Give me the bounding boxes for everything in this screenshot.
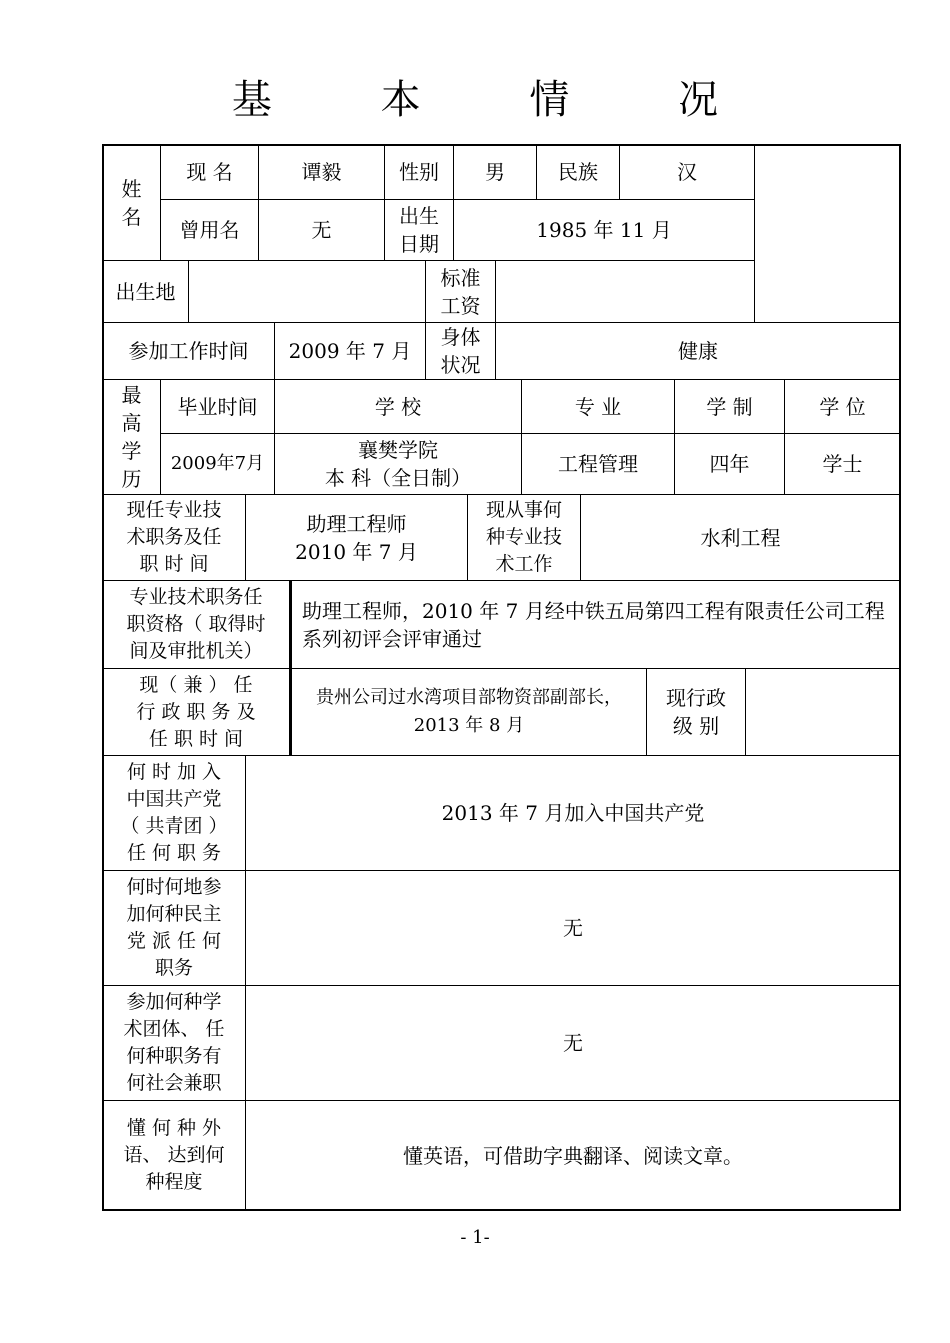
gender-label: 性别 [384, 144, 454, 200]
admin-post-label: 现（ 兼 ） 任 行 政 职 务 及 任 职 时 间 [102, 668, 292, 756]
birthplace-label: 出生地 [102, 260, 189, 323]
edu-major-value[interactable]: 工程管理 [521, 433, 675, 495]
admin-post-value[interactable]: 贵州公司过水湾项目部物资部副部长， 2013 年 8 月 [291, 668, 647, 756]
tech-title-value[interactable]: 助理工程师 2010 年 7 月 [245, 494, 468, 581]
salary-label: 标准 工资 [425, 260, 496, 323]
page-title: 基 本 情 况 [231, 77, 767, 123]
democratic-party-label: 何时何地参 加何种民主 党 派 任 何 职务 [102, 870, 246, 986]
health-label: 身体 状况 [425, 322, 496, 380]
education-label: 最 高 学 历 [102, 379, 161, 495]
tech-field-value[interactable]: 水利工程 [580, 494, 901, 581]
edu-header-major: 专 业 [521, 379, 675, 434]
edu-header-degree: 学 位 [784, 379, 901, 434]
qualification-text: 助理工程师，2010 年 7 月经中铁五局第四工程有限责任公司工程系列初评会评审通过 [302, 598, 885, 651]
ethnicity-label: 民族 [536, 144, 620, 200]
former-name-label: 曾用名 [160, 199, 259, 261]
current-name-value[interactable]: 谭毅 [258, 144, 385, 200]
work-start-label: 参加工作时间 [102, 322, 275, 380]
edu-header-school: 学 校 [274, 379, 522, 434]
academic-label: 参加何种学 术团体、 任 何种职务有 何社会兼职 [102, 985, 246, 1101]
tech-title-label: 现任专业技 术职务及任 职 时 间 [102, 494, 246, 581]
birthplace-value[interactable] [188, 260, 426, 323]
democratic-party-value[interactable]: 无 [245, 870, 901, 986]
admin-level-value[interactable] [745, 668, 901, 756]
language-label: 懂 何 种 外 语、 达到何 种程度 [102, 1100, 246, 1211]
edu-school-value[interactable]: 襄樊学院 本 科（全日制） [274, 433, 522, 495]
ethnicity-value[interactable]: 汉 [619, 144, 755, 200]
edu-duration-value[interactable]: 四年 [674, 433, 785, 495]
party-value[interactable]: 2013 年 7 月加入中国共产党 [245, 755, 901, 871]
work-start-value[interactable]: 2009 年 7 月 [274, 322, 426, 380]
admin-level-label: 现行政 级 别 [646, 668, 746, 756]
edu-graduation-value[interactable]: 2009年7月 [160, 433, 275, 495]
photo-area [754, 144, 901, 323]
salary-value[interactable] [495, 260, 755, 323]
qualification-value[interactable] [291, 580, 901, 669]
birth-date-value[interactable]: 1985 年 11 月 [453, 199, 755, 261]
party-label: 何 时 加 入 中国共产党 （ 共青团 ） 任 何 职 务 [102, 755, 246, 871]
language-value[interactable]: 懂英语，可借助字典翻译、阅读文章。 [245, 1100, 901, 1211]
academic-value[interactable]: 无 [245, 985, 901, 1101]
current-name-label: 现 名 [160, 144, 259, 200]
page-number: - 1- [460, 1227, 490, 1248]
edu-header-graduation: 毕业时间 [160, 379, 275, 434]
gender-value[interactable]: 男 [453, 144, 537, 200]
qualification-label: 专业技术职务任 职资格（ 取得时 间及审批机关） [102, 580, 292, 669]
health-value[interactable]: 健康 [495, 322, 901, 380]
tech-field-label: 现从事何 种专业技 术工作 [467, 494, 581, 581]
edu-header-duration: 学 制 [674, 379, 785, 434]
name-label: 姓 名 [102, 144, 161, 261]
edu-degree-value[interactable]: 学士 [784, 433, 901, 495]
birth-date-label: 出生 日期 [384, 199, 454, 261]
former-name-value[interactable]: 无 [258, 199, 385, 261]
